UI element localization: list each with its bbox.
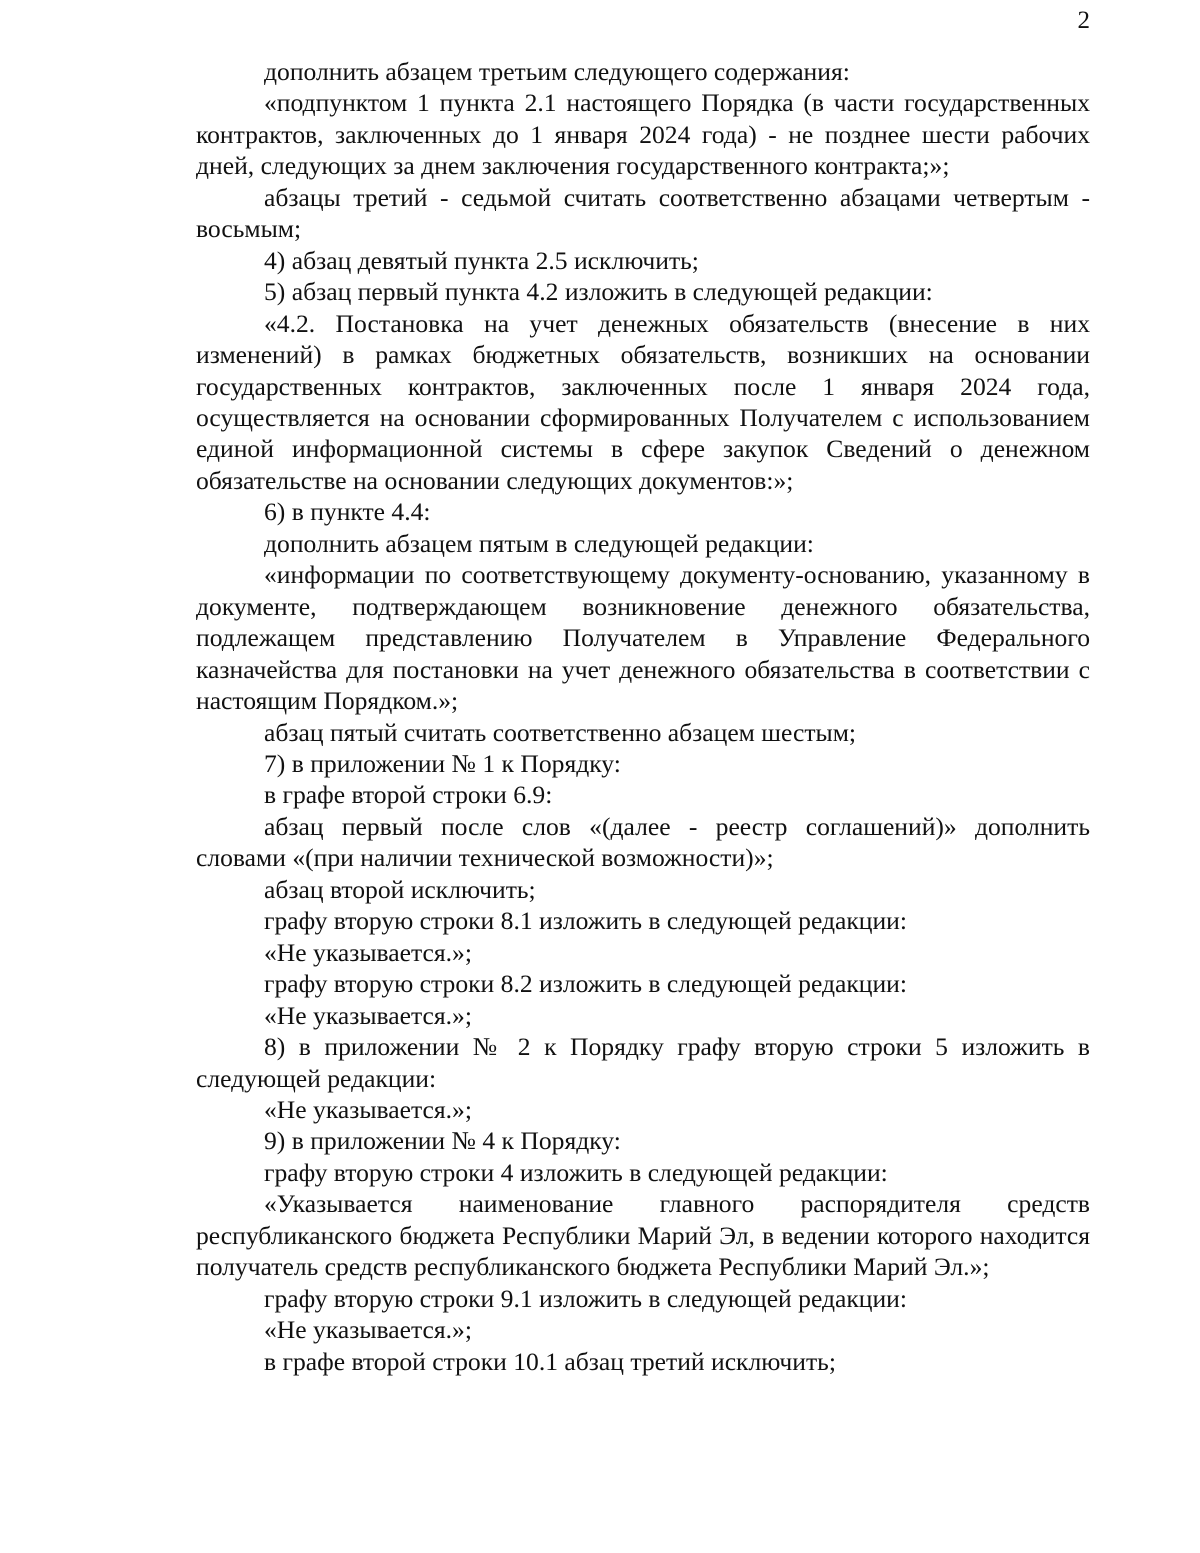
paragraph-1: дополнить абзацем третьим следующего содержания:	[264, 57, 850, 86]
paragraph-14: абзац второй исключить;	[264, 874, 536, 904]
paragraph-9: «информации по соответствующему документу-основанию, указанному в документе, подтверждающем возникновение денежного обязательства, подлежащем представлению Получателем в Управление Федерального казначейства для постановки на учет денежного обязательства в соответствии с настоящим Порядком.»;	[196, 560, 1090, 716]
paragraph-23: «Указывается наименование главного распорядителя средств республиканского бюджета Республики Марий Эл, в ведении которого находится получатель средств республиканского бюджета Республики Марий Эл.»;	[196, 1189, 1090, 1282]
paragraph-24: графу вторую строки 9.1 изложить в следующей редакции:	[264, 1283, 907, 1313]
paragraph-22: графу вторую строки 4 изложить в следующей редакции:	[264, 1157, 888, 1187]
paragraph-17: графу вторую строки 8.2 изложить в следующей редакции:	[264, 969, 907, 999]
paragraph-10: абзац пятый считать соответственно абзацем шестым;	[264, 717, 857, 747]
paragraph-15: графу вторую строки 8.1 изложить в следующей редакции:	[264, 906, 907, 936]
paragraph-26: в графе второй строки 10.1 абзац третий исключить;	[264, 1346, 836, 1376]
paragraph-6: «4.2. Постановка на учет денежных обязательств (внесение в них изменений) в рамках бюджетных обязательств, возникших на основании государственных контрактов, заключенных после 1 января 2024 года, осуществляется на основании сформированных Получателем с использованием единой информационной системы в сфере закупок Сведений о денежном обязательстве на основании следующих документов:»;	[196, 308, 1090, 495]
paragraph-3: абзацы третий - седьмой считать соответственно абзацами четвертым - восьмым;	[196, 182, 1090, 244]
paragraph-7: 6) в пункте 4.4:	[264, 497, 431, 527]
paragraph-11: 7) в приложении № 1 к Порядку:	[264, 748, 621, 778]
paragraph-8: дополнить абзацем пятым в следующей редакции:	[264, 528, 814, 558]
paragraph-4: 4) абзац девятый пункта 2.5 исключить;	[264, 245, 699, 275]
paragraph-21: 9) в приложении № 4 к Порядку:	[264, 1126, 621, 1156]
paragraph-5: 5) абзац первый пункта 4.2 изложить в следующей редакции:	[264, 277, 933, 307]
page-number: 2	[1077, 7, 1090, 34]
paragraph-18: «Не указывается.»;	[264, 1000, 472, 1030]
paragraph-20: «Не указывается.»;	[264, 1094, 472, 1124]
paragraph-16: «Не указывается.»;	[264, 937, 472, 967]
paragraph-13: абзац первый после слов «(далее - реестр соглашений)» дополнить словами «(при наличии технической возможности)»;	[196, 811, 1090, 873]
paragraph-25: «Не указывается.»;	[264, 1315, 472, 1345]
document-body	[196, 56, 1090, 1377]
paragraph-19: 8) в приложении № 2 к Порядку графу вторую строки 5 изложить в следующей редакции:	[196, 1032, 1090, 1093]
paragraph-2: «подпунктом 1 пункта 2.1 настоящего Порядка (в части государственных контрактов, заключенных до 1 января 2024 года) - не позднее шести рабочих дней, следующих за днем заключения государственного контракта;»;	[196, 88, 1090, 181]
paragraph-12: в графе второй строки 6.9:	[264, 780, 553, 810]
